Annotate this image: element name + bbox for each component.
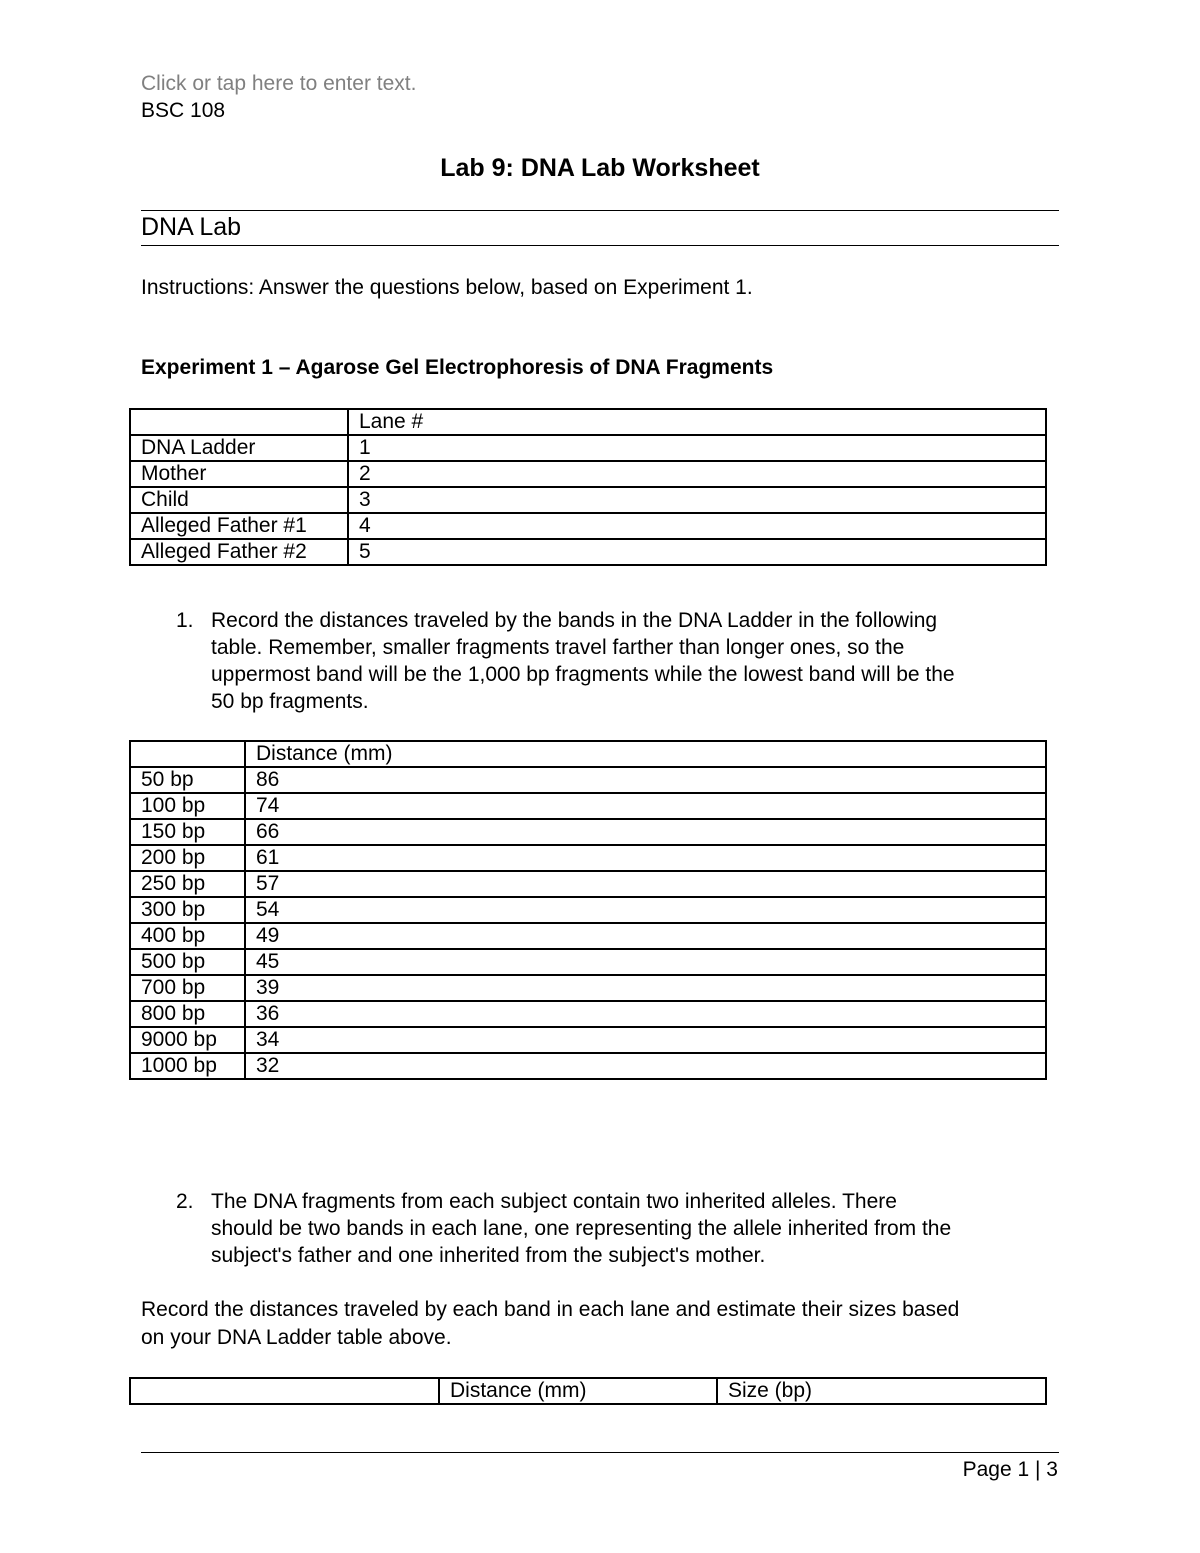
table-row xyxy=(130,975,1046,1001)
table-cell[interactable]: 45 xyxy=(245,949,1046,975)
table-cell: 150 bp xyxy=(130,819,245,845)
table-row xyxy=(130,1027,1046,1053)
table-row xyxy=(130,539,1046,565)
question-1-line: uppermost band will be the 1,000 bp fragments while the lowest band will be the xyxy=(211,663,955,686)
table-cell[interactable]: 57 xyxy=(245,871,1046,897)
table-cell[interactable]: 66 xyxy=(245,819,1046,845)
table-cell: 2 xyxy=(348,461,1046,487)
table-cell: Child xyxy=(130,487,348,513)
table-cell: 700 bp xyxy=(130,975,245,1001)
table-cell: 500 bp xyxy=(130,949,245,975)
table-row xyxy=(130,819,1046,845)
lane-table xyxy=(129,408,1047,566)
table-cell[interactable]: 32 xyxy=(245,1053,1046,1079)
question-1-number: 1. xyxy=(176,609,194,632)
page-title: Lab 9: DNA Lab Worksheet xyxy=(440,154,760,182)
experiment-heading: Experiment 1 – Agarose Gel Electrophoresis of DNA Fragments xyxy=(141,356,774,379)
table-cell[interactable]: 86 xyxy=(245,767,1046,793)
table-cell: 250 bp xyxy=(130,871,245,897)
table-header-row xyxy=(130,1378,1046,1404)
table-header-cell: Size (bp) xyxy=(717,1378,1046,1404)
table-cell[interactable]: 49 xyxy=(245,923,1046,949)
table-row xyxy=(130,435,1046,461)
table-cell: DNA Ladder xyxy=(130,435,348,461)
table-cell: 400 bp xyxy=(130,923,245,949)
table-cell[interactable]: 36 xyxy=(245,1001,1046,1027)
section-title: DNA Lab xyxy=(141,213,242,241)
table-header-cell: Distance (mm) xyxy=(439,1378,717,1404)
table-header-cell xyxy=(130,1378,439,1404)
table-cell[interactable]: 54 xyxy=(245,897,1046,923)
table-cell: Alleged Father #1 xyxy=(130,513,348,539)
table-header-row xyxy=(130,409,1046,435)
table-row xyxy=(130,923,1046,949)
table-cell: 1 xyxy=(348,435,1046,461)
question-1-line: table. Remember, smaller fragments travel farther than longer ones, so the xyxy=(211,636,905,659)
band-size-table xyxy=(129,1377,1047,1405)
page-number: Page 1 | 3 xyxy=(962,1458,1058,1481)
table-row xyxy=(130,793,1046,819)
question-1-line: 50 bp fragments. xyxy=(211,690,369,713)
instructions-text: Instructions: Answer the questions below, based on Experiment 1. xyxy=(141,276,753,299)
table-cell: 800 bp xyxy=(130,1001,245,1027)
table-header-row xyxy=(130,741,1046,767)
question-1-text xyxy=(211,607,1051,715)
table-header-cell xyxy=(130,409,348,435)
table-cell: 5 xyxy=(348,539,1046,565)
table-header-cell: Distance (mm) xyxy=(245,741,1046,767)
course-code: BSC 108 xyxy=(141,99,226,122)
table-row xyxy=(130,487,1046,513)
table-cell[interactable]: 74 xyxy=(245,793,1046,819)
question-2-line: should be two bands in each lane, one representing the allele inherited from the xyxy=(211,1217,952,1240)
ladder-distance-table xyxy=(129,740,1047,1080)
table-cell: 3 xyxy=(348,487,1046,513)
question-2-line: subject's father and one inherited from the subject's mother. xyxy=(211,1244,766,1267)
table-row xyxy=(130,1053,1046,1079)
table-row xyxy=(130,845,1046,871)
table-row xyxy=(130,949,1046,975)
table-cell: 300 bp xyxy=(130,897,245,923)
table-cell: Alleged Father #2 xyxy=(130,539,348,565)
table-cell: 100 bp xyxy=(130,793,245,819)
table-row xyxy=(130,767,1046,793)
table-header-cell: Lane # xyxy=(348,409,1046,435)
table-row xyxy=(130,1001,1046,1027)
table-cell[interactable]: 34 xyxy=(245,1027,1046,1053)
section-bottom-rule xyxy=(141,245,1059,246)
content-control-placeholder[interactable]: Click or tap here to enter text. xyxy=(141,72,417,95)
question-2-text xyxy=(211,1188,1051,1269)
table-cell: 200 bp xyxy=(130,845,245,871)
table-row xyxy=(130,461,1046,487)
table-cell: 1000 bp xyxy=(130,1053,245,1079)
table-cell[interactable]: 39 xyxy=(245,975,1046,1001)
question-2-line: The DNA fragments from each subject contain two inherited alleles. There xyxy=(211,1190,897,1213)
table-cell: 4 xyxy=(348,513,1046,539)
section-top-rule xyxy=(141,210,1059,211)
table-row xyxy=(130,871,1046,897)
table-cell[interactable]: 61 xyxy=(245,845,1046,871)
table-cell: 9000 bp xyxy=(130,1027,245,1053)
table-row xyxy=(130,897,1046,923)
footer-rule xyxy=(141,1452,1059,1453)
question-2-number: 2. xyxy=(176,1190,194,1213)
table-cell: Mother xyxy=(130,461,348,487)
table-row xyxy=(130,513,1046,539)
question-1-line: Record the distances traveled by the bands in the DNA Ladder in the following xyxy=(211,609,938,632)
record-instructions-line: on your DNA Ladder table above. xyxy=(141,1326,452,1349)
record-instructions-line: Record the distances traveled by each band in each lane and estimate their sizes based xyxy=(141,1298,960,1321)
table-cell: 50 bp xyxy=(130,767,245,793)
table-header-cell xyxy=(130,741,245,767)
record-instructions xyxy=(141,1296,1066,1352)
